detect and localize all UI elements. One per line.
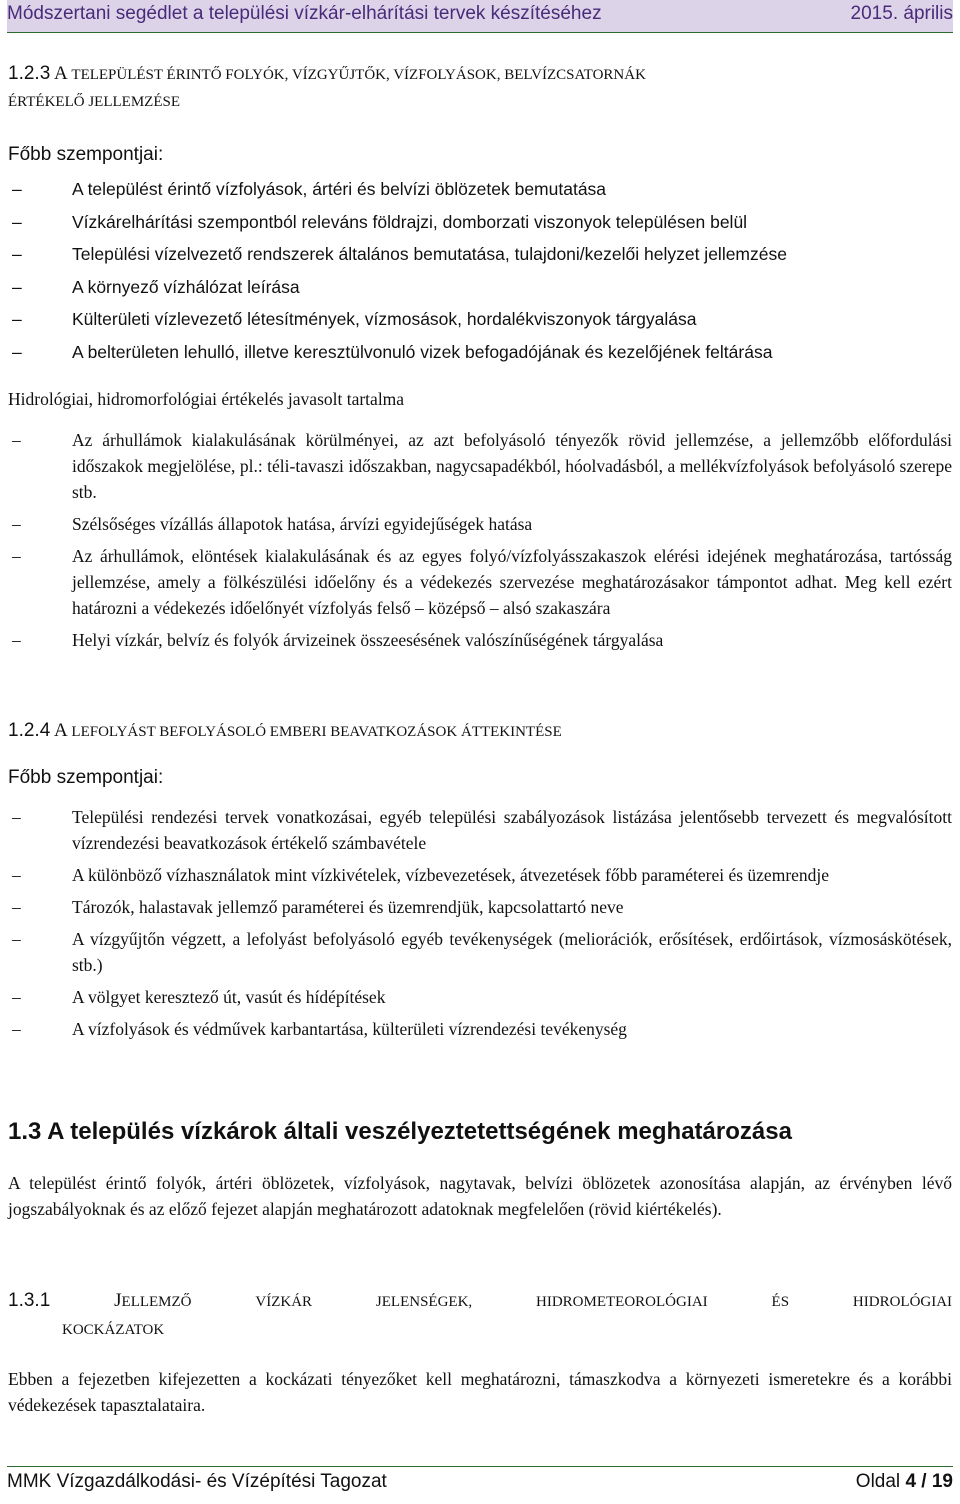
list-item: – Települési vízelvezető rendszerek általános bemutatása, tulajdoni/kezelői helyzet jellemzése [8,238,952,271]
list-item: – A vízfolyások és védművek karbantartása, külterületi vízrendezési tevékenység [8,1016,952,1042]
section-heading-1-2-3: 1.2.3 A TELEPÜLÉST ÉRINTŐ FOLYÓK, VÍZGYŰJTŐK, VÍZFOLYÁSOK, BELVÍZCSATORNÁK ÉRTÉKELŐ JELLEMZÉSE [8,63,646,110]
criteria-list [8,173,952,369]
criteria-label: Főbb szempontjai: [8,144,164,165]
section-heading-1-3-1: 1.3.1 JELLEMZŐ VÍZKÁR JELENSÉGEK, HIDROMETEOROLÓGIAI ÉS HIDROLÓGIAI [8,1290,953,1311]
criteria-label: Főbb szempontjai: [8,767,164,788]
list-item: – A különböző vízhasználatok mint vízkivételek, vízbevezetések, átvezetések főbb paraméterei és üzemrendje [8,862,952,888]
header-date: 2015. április [850,3,953,24]
section-heading-1-2-4: 1.2.4 A LEFOLYÁST BEFOLYÁSOLÓ EMBERI BEAVATKOZÁSOK ÁTTEKINTÉSE [8,720,562,741]
page-footer [7,1466,953,1493]
list-item: – A települést érintő vízfolyások, ártéri és belvízi öblözetek bemutatása [8,173,952,206]
page-header [7,0,953,33]
list-item: – Tározók, halastavak jellemző paraméterei és üzemrendjük, kapcsolattartó neve [8,894,952,920]
list-item: – A környező vízhálózat leírása [8,271,952,304]
list-item: – Külterületi vízlevezető létesítmények, vízmosások, hordalékviszonyok tárgyalása [8,303,952,336]
section-heading-1-3-1-line2: KOCKÁZATOK [62,1322,165,1338]
list-item: – Vízkárelhárítási szempontból releváns földrajzi, domborzati viszonyok településen belül [8,206,952,239]
list-item: – A völgyet keresztező út, vasút és hídépítések [8,984,952,1010]
list-item: – A belterületen lehulló, illetve keresztülvonuló vizek befogadójának és kezelőjének feltárása [8,336,952,369]
list-item: – Az árhullámok, elöntések kialakulásának és az egyes folyó/vízfolyásszakaszok elérési idejének meghatározása, tartósság jellemzése, amely a fölkészülési időelőny és a védekezés szervezése meghatározásakor támpontot adhat. Meg kell ezért határozni a védekezés időelőnyét vízfolyás felső – középső – alsó szakaszára [8,543,952,621]
list-item: – Az árhullámok kialakulásának körülményei, az azt befolyásoló tényezők rövid jellemzése, a jellemzőbb előfordulási időszakok megjelölése, pl.: téli-tavaszi időszakban, nagycsapadékból, hóolvadásból, a mellékvízfolyások befolyásoló szerepe stb. [8,427,952,505]
list-item: – Helyi vízkár, belvíz és folyók árvizeinek összeesésének valószínűségének tárgyalása [8,627,952,653]
list-item: – Települési rendezési tervek vonatkozásai, egyéb települési szabályozások listázása jelentősebb tervezett és megvalósított vízrendezési beavatkozások értékelő számbavétele [8,804,952,856]
list-item: – A vízgyűjtőn végzett, a lefolyást befolyásoló egyéb tevékenységek (meliorációk, erősítések, erdőirtások, vízmosáskötések, stb.) [8,926,952,978]
page-number: Oldal 4 / 19 [855,1471,953,1492]
hydrology-list [8,427,952,659]
interventions-list [8,804,952,1048]
section-heading-1-3: 1.3 A település vízkárok általi veszélyeztetettségének meghatározása [8,1118,792,1145]
footer-organization: MMK Vízgazdálkodási- és Vízépítési Tagozat [7,1471,387,1492]
section-paragraph: A települést érintő folyók, ártéri öblözetek, vízfolyások, nagytavak, belvízi öblözetek azonosítása alapján, az érvényben lévő jogszabályoknak és az előző fejezet alapján meghatározott adatoknak megfelelően (rövid kiértékelés). [8,1173,952,1219]
list-item: – Szélsőséges vízállás állapotok hatása, árvízi egyidejűségek hatása [8,511,952,537]
section-paragraph: Ebben a fejezetben kifejezetten a kockázati tényezőket kell meghatározni, támaszkodva a környezeti ismeretekre és a korábbi védekezések tapasztalataira. [8,1369,952,1415]
hydrology-label: Hidrológiai, hidromorfológiai értékelés javasolt tartalma [8,389,405,409]
header-title: Módszertani segédlet a települési vízkár-elhárítási tervek készítéséhez [7,3,602,24]
